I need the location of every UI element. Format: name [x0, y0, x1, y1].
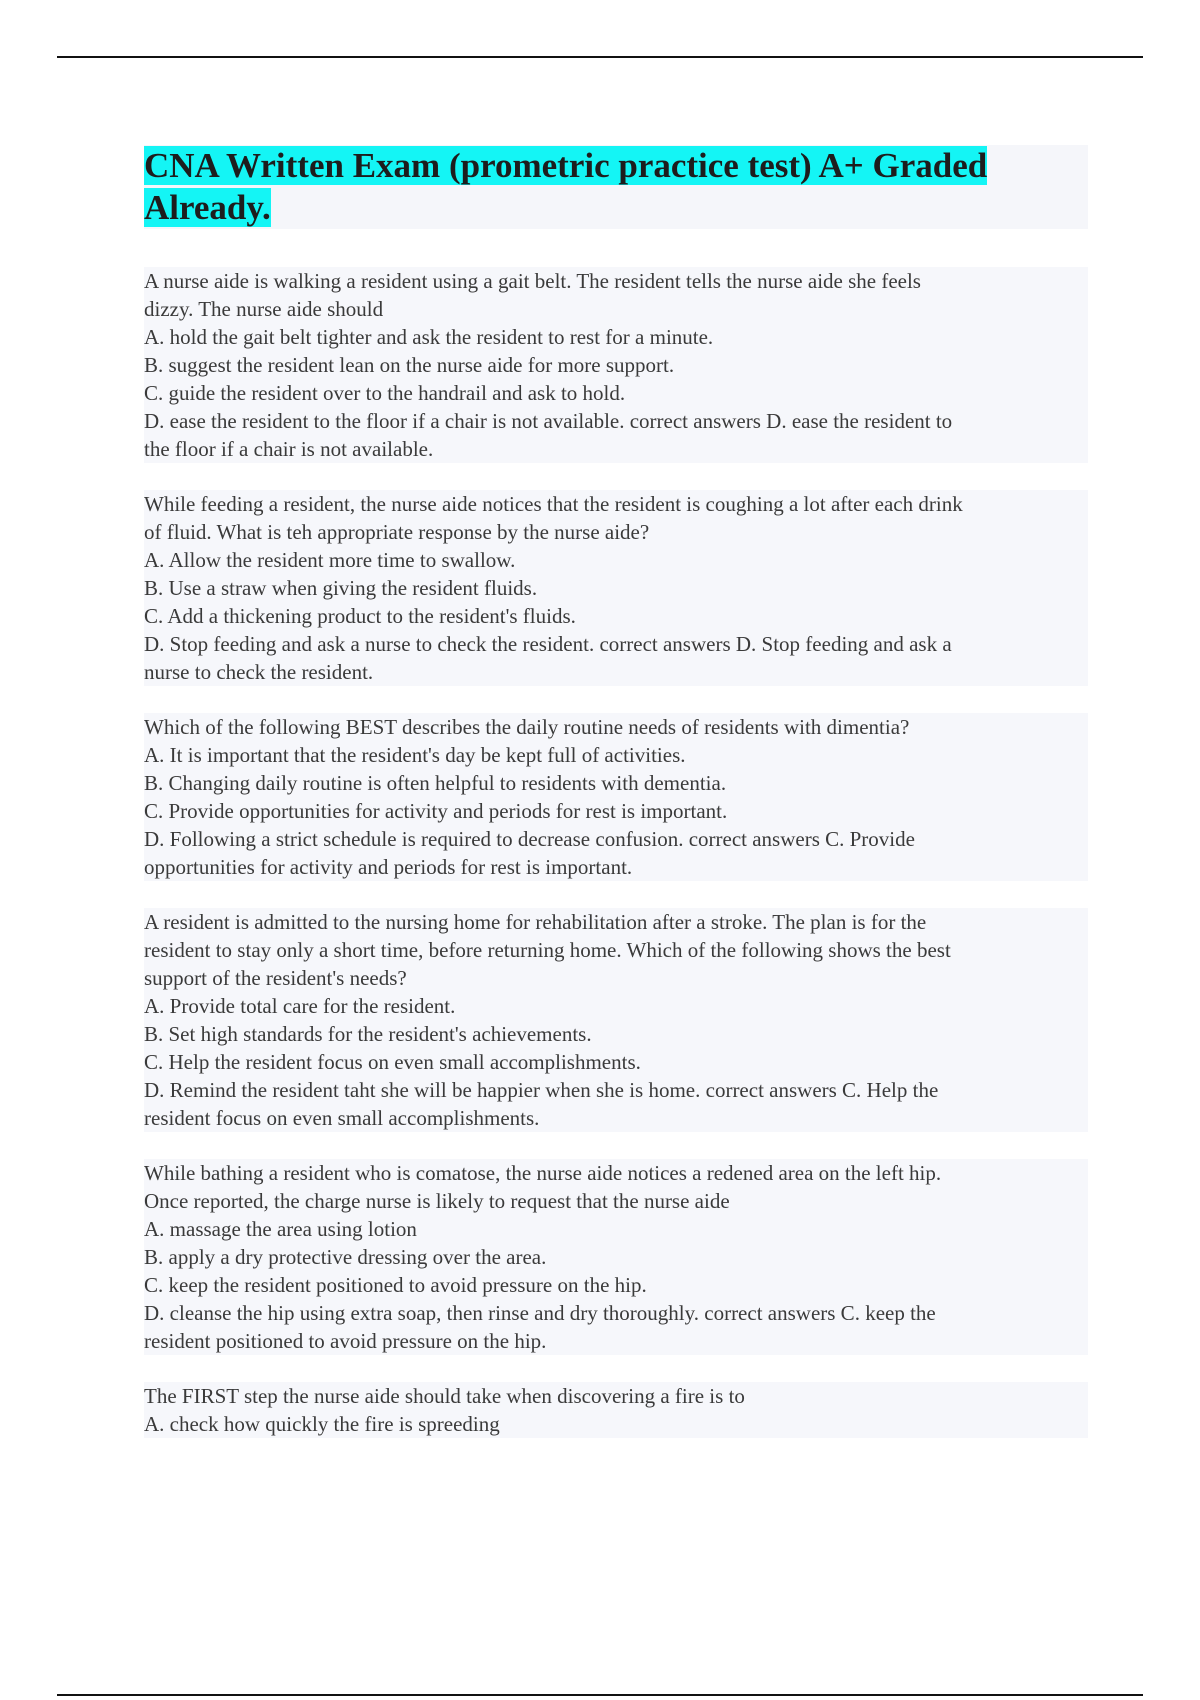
answer-option: D. cleanse the hip using extra soap, then rinse and dry thoroughly. correct answers C. keep the	[144, 1299, 1088, 1327]
title-block	[144, 145, 1088, 229]
question-line: resident to stay only a short time, before returning home. Which of the following shows the best	[144, 936, 1088, 964]
answer-option: resident positioned to avoid pressure on the hip.	[144, 1327, 1088, 1355]
answer-option: B. Use a straw when giving the resident fluids.	[144, 574, 1088, 602]
answer-option: B. apply a dry protective dressing over the area.	[144, 1243, 1088, 1271]
answer-option: A. check how quickly the fire is spreeding	[144, 1410, 1088, 1438]
answer-option: resident focus on even small accomplishments.	[144, 1104, 1088, 1132]
question-1	[144, 267, 1088, 463]
answer-option: B. suggest the resident lean on the nurse aide for more support.	[144, 351, 1088, 379]
answer-option: C. Provide opportunities for activity and periods for rest is important.	[144, 797, 1088, 825]
answer-option: C. guide the resident over to the handrail and ask to hold.	[144, 379, 1088, 407]
question-line: The FIRST step the nurse aide should take when discovering a fire is to	[144, 1382, 1088, 1410]
question-line: A resident is admitted to the nursing home for rehabilitation after a stroke. The plan is for the	[144, 908, 1088, 936]
answer-option: B. Changing daily routine is often helpful to residents with dementia.	[144, 769, 1088, 797]
answer-option: D. Following a strict schedule is required to decrease confusion. correct answers C. Provide	[144, 825, 1088, 853]
question-line: Which of the following BEST describes the daily routine needs of residents with dimentia?	[144, 713, 1088, 741]
answer-option: the floor if a chair is not available.	[144, 435, 1088, 463]
answer-option: A. hold the gait belt tighter and ask the resident to rest for a minute.	[144, 323, 1088, 351]
question-line: A nurse aide is walking a resident using a gait belt. The resident tells the nurse aide she feels	[144, 267, 1088, 295]
answer-option: A. Provide total care for the resident.	[144, 992, 1088, 1020]
question-line: support of the resident's needs?	[144, 964, 1088, 992]
question-6	[144, 1382, 1088, 1438]
question-line: of fluid. What is teh appropriate response by the nurse aide?	[144, 518, 1088, 546]
question-line: Once reported, the charge nurse is likely to request that the nurse aide	[144, 1187, 1088, 1215]
title-highlight: CNA Written Exam (prometric practice test) A+ Graded Already.	[144, 146, 988, 227]
answer-option: D. Stop feeding and ask a nurse to check the resident. correct answers D. Stop feeding and ask a	[144, 630, 1088, 658]
document-title	[144, 145, 1044, 229]
question-4	[144, 908, 1088, 1132]
answer-option: nurse to check the resident.	[144, 658, 1088, 686]
answer-option: C. Help the resident focus on even small accomplishments.	[144, 1048, 1088, 1076]
bottom-rule	[57, 1694, 1143, 1696]
answer-option: C. Add a thickening product to the resident's fluids.	[144, 602, 1088, 630]
question-line: While bathing a resident who is comatose, the nurse aide notices a redened area on the left hip.	[144, 1159, 1088, 1187]
answer-option: A. massage the area using lotion	[144, 1215, 1088, 1243]
answer-option: A. It is important that the resident's day be kept full of activities.	[144, 741, 1088, 769]
top-rule	[57, 56, 1143, 58]
answer-option: opportunities for activity and periods for rest is important.	[144, 853, 1088, 881]
document-body	[144, 145, 1088, 1465]
question-line: dizzy. The nurse aide should	[144, 295, 1088, 323]
answer-option: D. ease the resident to the floor if a chair is not available. correct answers D. ease the resident to	[144, 407, 1088, 435]
question-line: While feeding a resident, the nurse aide notices that the resident is coughing a lot after each drink	[144, 490, 1088, 518]
answer-option: D. Remind the resident taht she will be happier when she is home. correct answers C. Help the	[144, 1076, 1088, 1104]
answer-option: C. keep the resident positioned to avoid pressure on the hip.	[144, 1271, 1088, 1299]
answer-option: A. Allow the resident more time to swallow.	[144, 546, 1088, 574]
question-3	[144, 713, 1088, 881]
question-5	[144, 1159, 1088, 1355]
answer-option: B. Set high standards for the resident's achievements.	[144, 1020, 1088, 1048]
question-2	[144, 490, 1088, 686]
